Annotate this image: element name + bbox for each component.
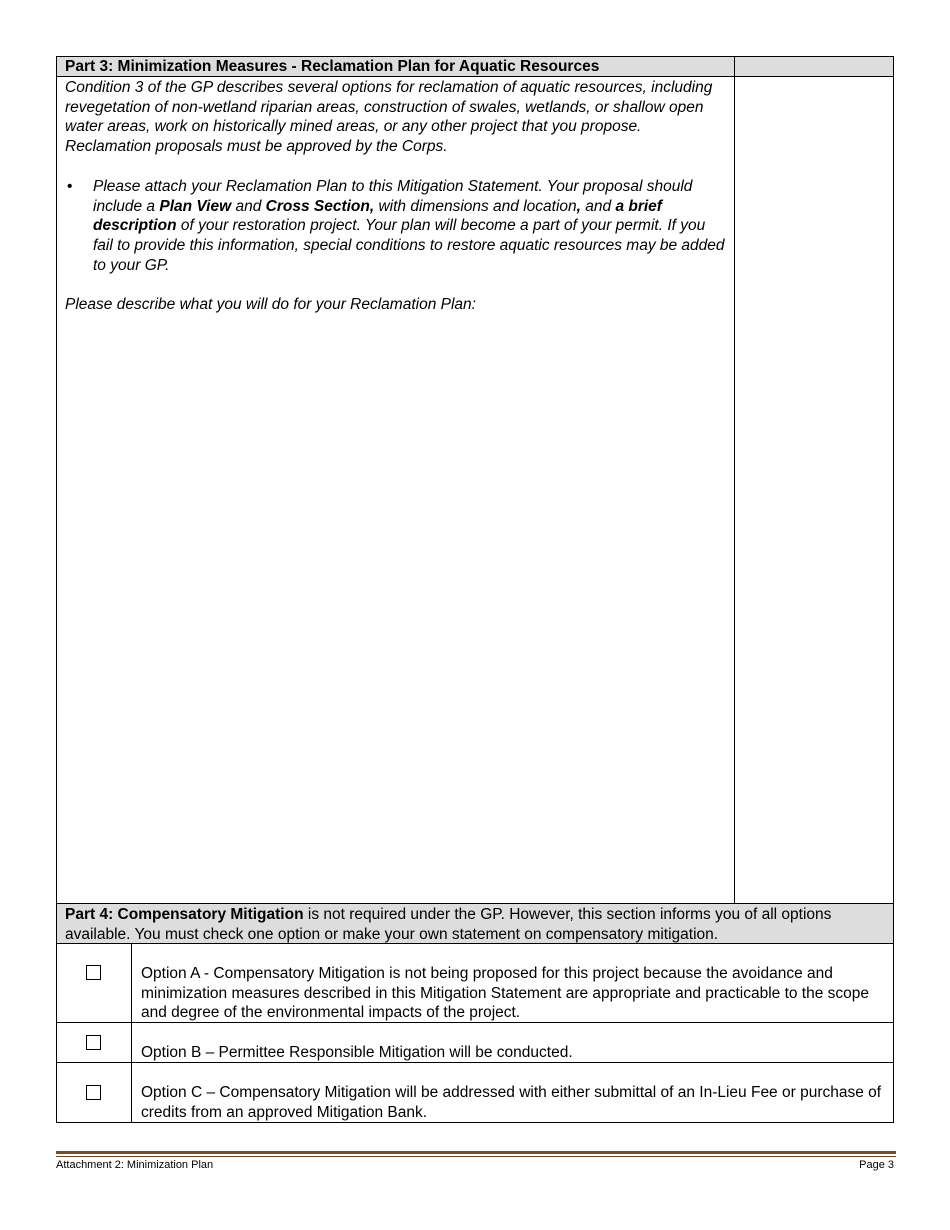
bullet-text-2: and (231, 197, 266, 215)
option-a-checkbox-cell (57, 944, 132, 1022)
bullet-text-4: and (580, 197, 616, 215)
option-c-row (57, 1063, 893, 1122)
option-c-checkbox[interactable] (86, 1085, 101, 1100)
part4-title-bold: Part 4: Compensatory Mitigation (65, 906, 304, 923)
bullet-text-5: of your restoration project. Your plan will become a part of your permit. If you fail to provide this information, special conditions to restore aquatic resources may be added to your GP. (93, 217, 725, 274)
part3-title: Part 3: Minimization Measures - Reclamation Plan for Aquatic Resources (65, 58, 600, 75)
bullet-bold-cross-section: Cross Section, (265, 197, 375, 215)
footer-rule-thick (56, 1151, 896, 1154)
part3-intro: Condition 3 of the GP describes several options for reclamation of aquatic resources, including revegetation of non-wetland riparian areas, construction of swales, wetlands, or shallow open water areas, work on historically mined areas, or any other project that you propose. Reclamation proposals must be approved by the Corps. (65, 79, 713, 156)
option-a-label: Option A - Compensatory Mitigation is not being proposed for this project because the avoidance and minimization measures described in this Mitigation Statement are appropriate and practicable to the scope and degree of the environmental impacts of the project. (141, 965, 870, 1022)
option-b-row (57, 1023, 893, 1063)
part4-table (56, 903, 894, 1123)
bullet-text-3: with dimensions and location (374, 197, 577, 215)
bullet-text-1: Please attach your Reclamation Plan to this Mitigation Statement. Your proposal should include a (93, 177, 693, 215)
option-b-checkbox-cell (57, 1023, 132, 1062)
footer-page-number: Page 3 (859, 1159, 894, 1171)
part3-column-divider (734, 57, 735, 903)
bullet-bold-plan-view: Plan View (159, 197, 232, 215)
option-b-checkbox[interactable] (86, 1035, 101, 1050)
bullet-icon: • (67, 177, 73, 195)
option-c-label: Option C – Compensatory Mitigation will be addressed with either submittal of an In-Lieu Fee or purchase of credits from an approved Mitigation Bank. (141, 1084, 882, 1121)
option-a-checkbox[interactable] (86, 965, 101, 980)
bullet-bold-comma: , (576, 197, 581, 215)
part3-body (65, 78, 729, 315)
part3-table (56, 56, 894, 904)
part3-right-header-cell (735, 57, 893, 77)
footer-rule-thin (56, 1156, 896, 1157)
option-a-row (57, 944, 893, 1023)
part4-header (57, 904, 893, 944)
footer-document-title: Attachment 2: Minimization Plan (56, 1159, 214, 1171)
part4-title-rest: is not required under the GP. However, this section informs you of all options available. You must check one option or make your own statement on compensatory mitigation. (65, 906, 832, 943)
part3-prompt: Please describe what you will do for your Reclamation Plan: (65, 296, 476, 314)
part3-bullet-item (65, 177, 729, 276)
option-c-checkbox-cell (57, 1063, 132, 1122)
bullet-bold-brief-description: a brief description (93, 197, 662, 235)
option-b-label: Option B – Permittee Responsible Mitigation will be conducted. (141, 1044, 573, 1061)
